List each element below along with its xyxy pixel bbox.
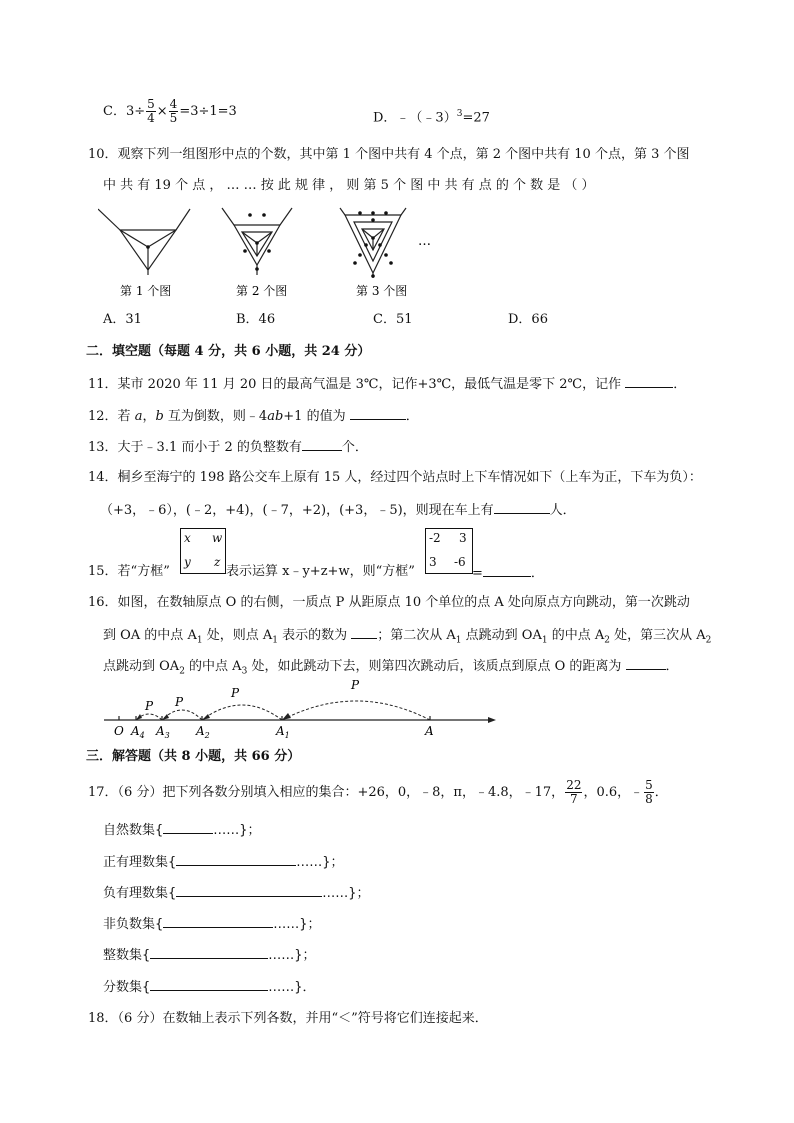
q11-answer-blank[interactable]: [625, 374, 673, 388]
label-a4: $A_4$: [131, 724, 145, 740]
q15-mid: 表示运算 x﹣y+z+w，则“方框”: [226, 564, 415, 579]
set-label: 正有理数集{: [103, 855, 177, 870]
q13-answer-blank[interactable]: [302, 437, 342, 451]
figure-1: [98, 209, 190, 275]
q12-line: [88, 406, 419, 426]
q15-box2-tr: 3: [459, 531, 467, 545]
q9-d-label: D．﹣（﹣3）: [373, 110, 457, 126]
q17-text-c: ．: [654, 785, 668, 800]
q15-answer-blank[interactable]: [483, 563, 531, 577]
section-2-title: 二．填空题（每题 4 分，共 6 小题，共 24 分）: [86, 344, 371, 359]
q16-sub: 1: [541, 635, 548, 646]
q9-option-c: [103, 98, 237, 125]
q17-frac2-num: 5: [645, 778, 653, 792]
p-label-2: P: [231, 686, 240, 700]
axis-arrow: [488, 717, 496, 723]
q10-figures: [98, 203, 438, 303]
figure-2-dots: [243, 213, 271, 271]
q17-set-nonnegative: [103, 914, 321, 934]
q17-set-natural: [103, 820, 261, 840]
q11-line: [88, 374, 686, 394]
q14-line2-b: 人．: [549, 503, 576, 518]
q15-box2-tl: -2: [429, 531, 441, 545]
q9-d-rest: =27: [462, 110, 490, 126]
q16-answer-blank-1[interactable]: [351, 625, 377, 639]
set-end: ……}；: [296, 855, 344, 870]
q12-var-ab: ab: [267, 409, 284, 424]
q15-answer: [472, 563, 544, 583]
q15-box2-br: -6: [454, 555, 466, 569]
set-end: ……}；: [268, 948, 316, 963]
q15-prefix: 15．若“方框”: [88, 564, 170, 579]
q16-l2-a: 到 OA 的中点 A: [103, 628, 197, 643]
label-a3: $A_3$: [156, 724, 170, 740]
set-end: ……}；: [273, 917, 321, 932]
figure-1-caption: 第 1 个图: [120, 284, 172, 298]
q16-answer-blank-2[interactable]: [626, 656, 666, 670]
p-label-3: P: [175, 695, 184, 709]
q16-sub: 3: [241, 666, 248, 677]
set-answer-blank[interactable]: [150, 945, 268, 959]
q15-box-symbolic: [180, 528, 226, 574]
q16-l2-e: 点跳动到 OA: [461, 628, 542, 643]
jump-p-labels: [144, 678, 360, 713]
q12-text-c: +1 的值为: [283, 409, 346, 424]
set-answer-blank[interactable]: [163, 914, 273, 928]
q16-l2-d: ；第二次从 A: [377, 628, 456, 643]
q14-answer-blank[interactable]: [494, 500, 550, 514]
q16-l2-g: 处，第三次从 A: [609, 628, 706, 643]
label-o: O: [114, 724, 124, 738]
q15-box1-tr: w: [212, 531, 223, 545]
q14-line2-a: （+3，﹣6），(﹣2，+4)，(﹣7，+2)，(+3，﹣5)，则现在车上有: [100, 503, 494, 518]
set-label: 负有理数集{: [103, 886, 177, 901]
figure-2-caption: 第 2 个图: [236, 284, 288, 298]
q14-line2: [100, 500, 576, 520]
q12-var-b: b: [155, 409, 164, 424]
q10-option-c: C．51: [373, 312, 413, 327]
q12-text-b: 互为倒数，则﹣4: [163, 409, 268, 424]
q10-line1: 10．观察下列一组图形中点的个数，其中第 1 个图中共有 4 个点，第 2 个图中共有 10 个点，第 3 个图: [88, 147, 690, 162]
q9-c-frac2: [169, 98, 179, 125]
q15-box1-br: z: [214, 555, 221, 569]
q12-text-a: 12．若: [88, 409, 135, 424]
q17-set-fraction: [103, 977, 316, 997]
figure-1-dots: [146, 245, 150, 249]
section-3-title: 三．解答题（共 8 小题，共 66 分）: [86, 749, 301, 764]
q12-answer-blank[interactable]: [350, 406, 406, 420]
set-answer-blank[interactable]: [163, 820, 213, 834]
q9-c-rest: =3÷1=3: [179, 104, 237, 119]
q10-option-d: D．66: [508, 312, 548, 327]
q11-text-a: 11．某市 2020 年 11 月 20 日的最高气温是 3℃，记作+3℃，最低气温是零下 2℃，记作: [88, 377, 622, 392]
q15-box1-bl: y: [184, 555, 191, 569]
q17-set-negative-rational: [103, 883, 370, 903]
q9-c-frac2-den: 5: [169, 111, 178, 125]
q14-line1: 14．桐乡至海宁的 198 路公交车上原有 15 人，经过四个站点时上下车情况如下（上车为正，下车为负）：: [88, 470, 702, 485]
q16-sub: 1: [196, 635, 203, 646]
figure-ellipsis: …: [418, 234, 431, 249]
q16-sub: 2: [179, 666, 185, 677]
label-a2: $A_2$: [196, 724, 210, 740]
q9-option-d: [373, 105, 490, 127]
q12-comma: ，: [142, 409, 156, 424]
q13-text-b: 个．: [341, 440, 368, 455]
q17-line: [88, 779, 668, 806]
q13-text-a: 13．大于﹣3.1 而小于 2 的负整数有: [88, 440, 302, 455]
q15-box-numeric: [425, 528, 473, 574]
set-answer-blank[interactable]: [176, 883, 322, 897]
q10-option-a: A．31: [103, 312, 142, 327]
p-label-4: P: [145, 699, 154, 713]
set-label: 分数集{: [103, 980, 151, 995]
set-label: 非负数集{: [103, 917, 164, 932]
q16-line2: [103, 625, 711, 650]
q17-frac1: [565, 779, 582, 806]
q17-frac2: [644, 779, 654, 806]
q10-line2: 中 共 有 19 个 点 ， … … 按 此 规 律 ， 则 第 5 个 图 中 共 有 点 的 个 数 是 （ ）: [103, 178, 595, 193]
q16-l2-f: 的中点 A: [547, 628, 605, 643]
label-a1: $A_1$: [276, 724, 290, 740]
q10-option-b: B．46: [236, 312, 276, 327]
q9-c-label: C．3÷: [103, 104, 146, 119]
q17-text-b: ，0.6，﹣: [583, 785, 644, 800]
label-a: A: [425, 724, 434, 738]
q15-eq: =: [472, 566, 483, 581]
q13-line: [88, 437, 368, 457]
p-label-1: P: [351, 678, 360, 692]
q16-l2-b: 处，则点 A: [202, 628, 273, 643]
q9-d-sup: 3: [456, 109, 463, 119]
q15-box2-bl: 3: [429, 555, 437, 569]
q16-l3-c: 处，如此跳动下去，则第四次跳动后，该质点到原点 O 的距离为: [247, 659, 622, 674]
q17-frac1-num: 22: [566, 778, 582, 792]
q9-c-frac1-num: 5: [147, 97, 155, 111]
q16-line1: 16．如图，在数轴原点 O 的右侧，一质点 P 从距原点 10 个单位的点 A 处向原点方向跳动，第一次跳动: [88, 595, 690, 610]
q18-line: 18．（6 分）在数轴上表示下列各数，并用“＜”符号将它们连接起来．: [88, 1011, 488, 1026]
q17-frac2-den: 8: [645, 792, 653, 806]
q16-sub: 2: [705, 635, 712, 646]
q16-sub: 1: [272, 635, 278, 646]
q12-text-d: ．: [405, 409, 419, 424]
q12-var-a: a: [134, 409, 143, 424]
q9-c-frac2-num: 4: [169, 97, 178, 111]
q9-c-frac1-den: 4: [147, 111, 155, 125]
set-answer-blank[interactable]: [176, 852, 296, 866]
q16-l3-d: ．: [665, 659, 679, 674]
set-end: ……}；: [213, 823, 261, 838]
q15-box1-tl: x: [184, 531, 191, 545]
q16-sub: 1: [455, 635, 462, 646]
set-end: ……}；: [322, 886, 370, 901]
q17-set-integer: [103, 945, 316, 965]
q16-l2-c: 表示的数为: [277, 628, 348, 643]
q16-l3-b: 的中点 A: [184, 659, 242, 674]
q17-frac1-den: 7: [570, 792, 578, 806]
q15-suffix: ．: [530, 566, 544, 581]
set-label: 整数集{: [103, 948, 151, 963]
set-answer-blank[interactable]: [150, 977, 268, 991]
q16-l3-a: 点跳动到 OA: [103, 659, 180, 674]
q16-sub: 2: [604, 635, 610, 646]
q9-c-frac1: [146, 98, 156, 125]
arc-arrowheads: [136, 713, 291, 720]
q9-c-times: ×: [156, 104, 168, 119]
set-label: 自然数集{: [103, 823, 164, 838]
set-end: ……}．: [268, 980, 316, 995]
axis-labels: [114, 724, 434, 740]
q17-set-positive-rational: [103, 852, 344, 872]
q16-number-line: [98, 676, 508, 740]
figure-3-caption: 第 3 个图: [356, 284, 408, 298]
q17-text-a: 17．（6 分）把下列各数分别填入相应的集合：+26，0，﹣8，π，﹣4.8，﹣17，: [88, 785, 565, 800]
q11-text-b: ．: [673, 377, 687, 392]
